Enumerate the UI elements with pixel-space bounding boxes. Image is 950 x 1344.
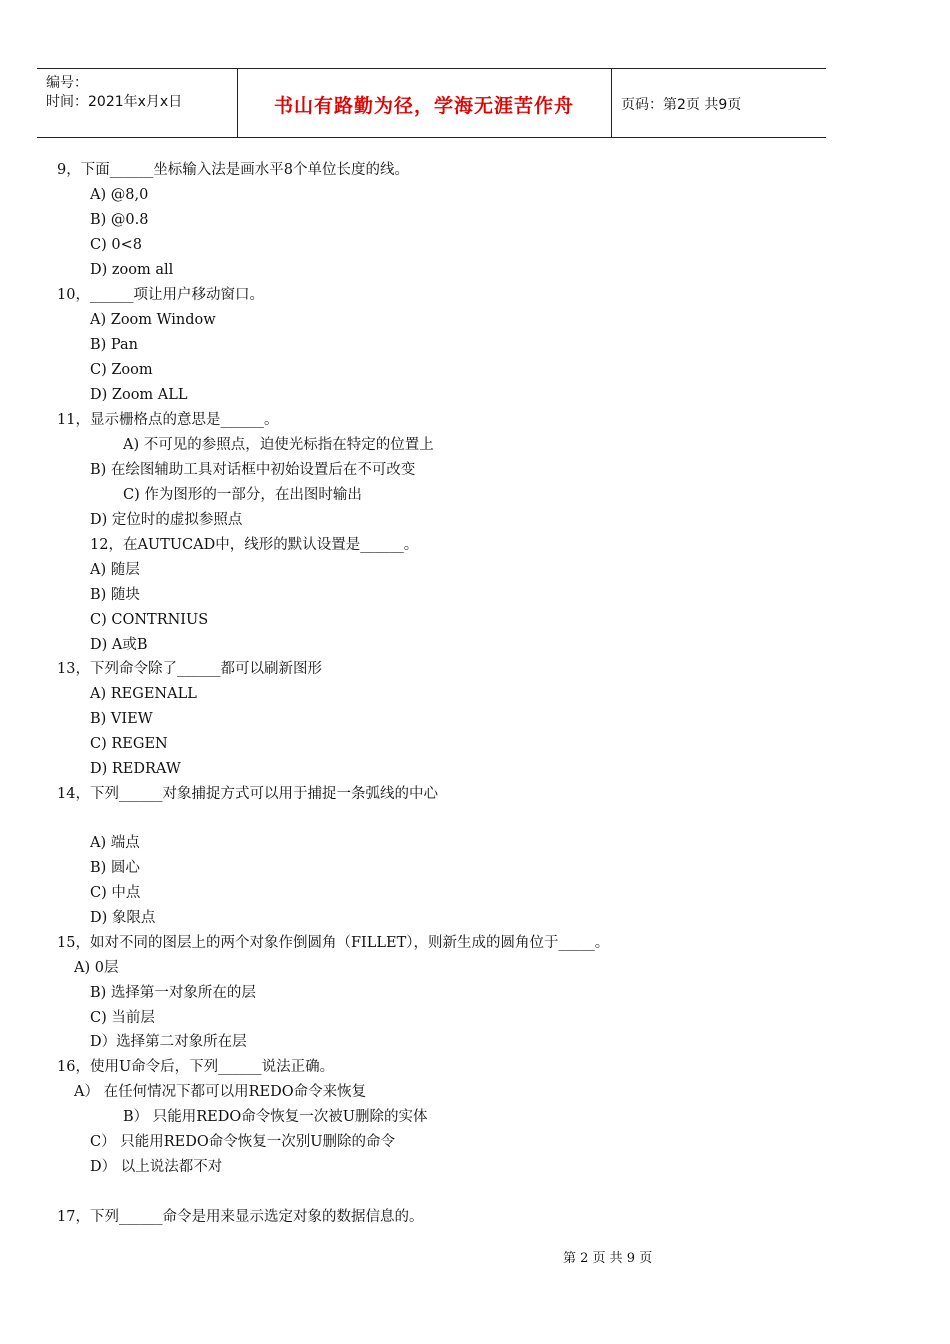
q10-option-c: C) Zoom [90,362,153,378]
q11-option-b: B) 在绘图辅助工具对话框中初始设置后在不可改变 [90,462,416,478]
q12-option-d: D) A或B [90,637,148,653]
q10-option-a: A) Zoom Window [90,312,216,328]
q12-option-c: C) CONTRNIUS [90,612,209,628]
q9-option-c: C) 0<8 [90,237,142,253]
number-label: 编号： [46,75,88,91]
q15-option-c: C) 当前层 [90,1010,155,1026]
header-middle-cell [237,69,612,137]
header-right-cell [612,69,826,137]
q13-option-d: D) REDRAW [90,761,181,777]
page-header [37,68,826,138]
q16-option-a: A） 在任何情况下都可以用REDO命令来恢复 [74,1084,367,1100]
page-footer: 第 2 页 共 9 页 [563,1251,653,1266]
question-12: 12，在AUTUCAD中，线形的默认设置是______。 [90,537,419,553]
q14-option-b: B) 圆心 [90,860,140,876]
q9-option-d: D) zoom all [90,262,174,278]
q12-option-b: B) 随块 [90,587,140,603]
q13-option-b: B) VIEW [90,711,153,727]
q9-option-a: A) @8,0 [90,187,149,203]
q16-option-c: C） 只能用REDO命令恢复一次别U删除的命令 [90,1134,395,1150]
q15-option-d: D）选择第二对象所在层 [90,1034,247,1050]
question-10: 10，______项让用户移动窗口。 [57,287,264,303]
question-16: 16，使用U命令后，下列______说法正确。 [57,1059,335,1075]
q15-option-b: B) 选择第一对象所在的层 [90,985,256,1001]
q13-option-c: C) REGEN [90,736,168,752]
q11-option-d: D) 定位时的虚拟参照点 [90,512,243,528]
q16-option-d: D） 以上说法都不对 [90,1159,223,1175]
question-15: 15，如对不同的图层上的两个对象作倒圆角（FILLET），则新生成的圆角位于_____。 [57,935,610,951]
q16-option-b: B） 只能用REDO命令恢复一次被U删除的实体 [123,1109,428,1125]
q15-option-a: A) 0层 [74,960,119,976]
q9-option-b: B) @0.8 [90,212,149,228]
q12-option-a: A) 随层 [90,562,140,578]
question-11: 11，显示栅格点的意思是______。 [57,412,279,428]
page-number-label: 页码：第2页 共9页 [621,97,742,113]
q11-option-a: A) 不可见的参照点，迫使光标指在特定的位置上 [123,437,434,453]
q14-option-d: D) 象限点 [90,910,156,926]
question-17: 17，下列______命令是用来显示选定对象的数据信息的。 [57,1209,424,1225]
motto-text: 书山有路勤为径，学海无涯苦作舟 [273,95,574,117]
question-14: 14，下列______对象捕捉方式可以用于捕捉一条弧线的中心 [57,786,438,802]
question-9: 9，下面______坐标输入法是画水平8个单位长度的线。 [57,162,409,178]
time-label: 时间：2021年x月x日 [46,94,183,110]
question-13: 13，下列命令除了______都可以刷新图形 [57,661,322,677]
q11-option-c: C) 作为图形的一部分，在出图时输出 [123,487,362,503]
q13-option-a: A) REGENALL [90,686,197,702]
q10-option-d: D) Zoom ALL [90,387,188,403]
header-left-cell [37,69,238,137]
q14-option-a: A) 端点 [90,835,140,851]
q10-option-b: B) Pan [90,337,139,353]
q14-option-c: C) 中点 [90,885,141,901]
